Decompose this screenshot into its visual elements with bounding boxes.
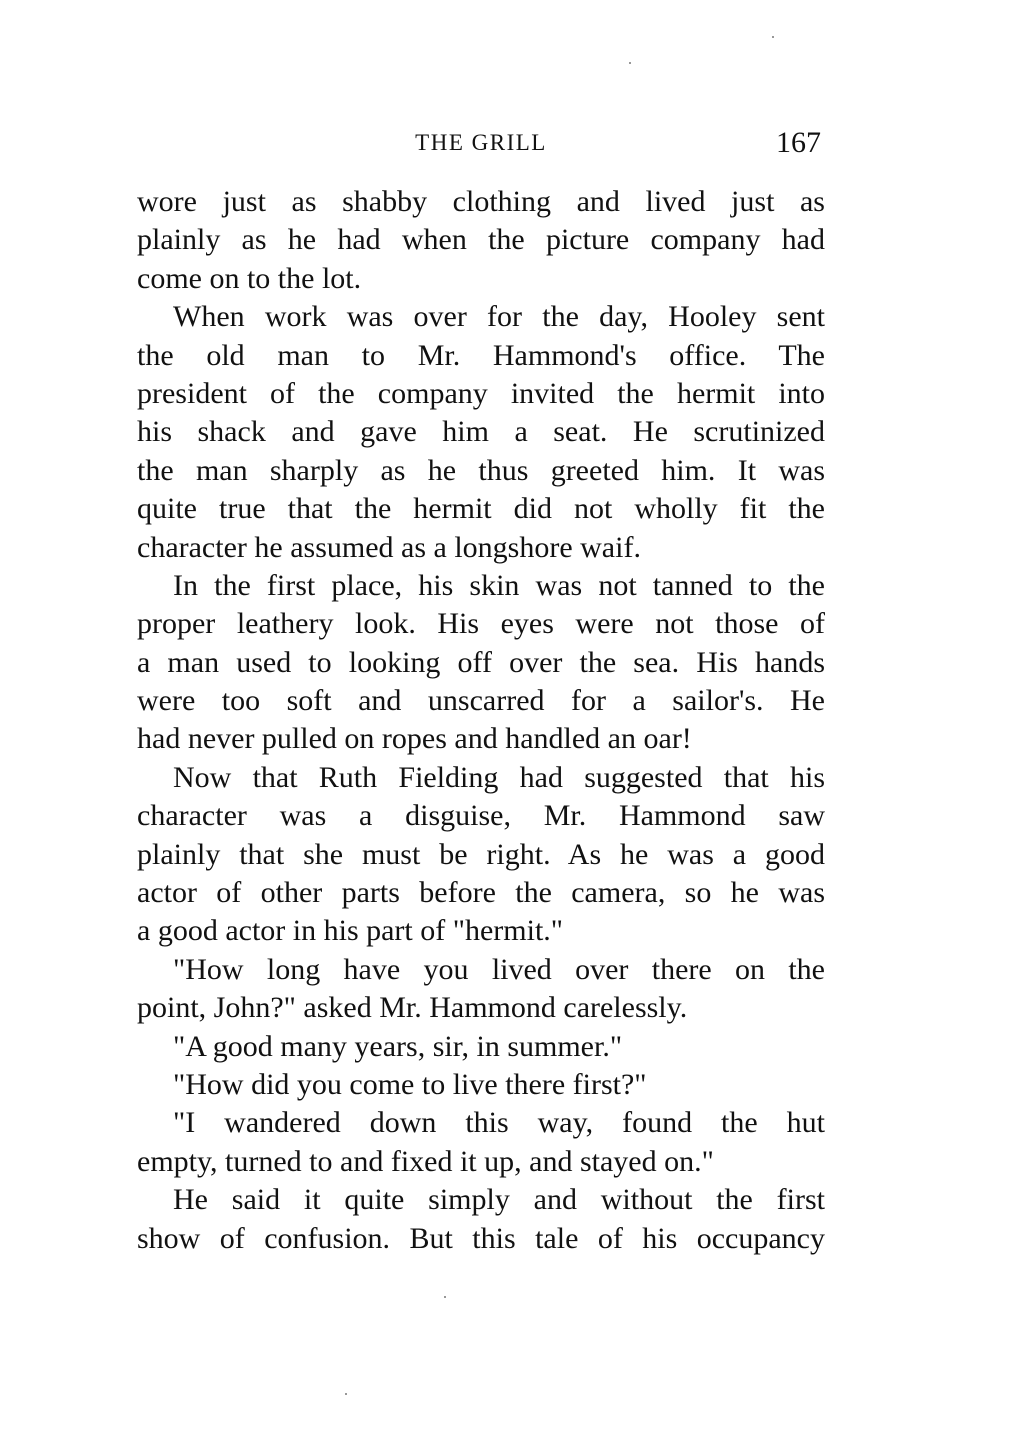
text-line: had never pulled on ropes and handled an oar! xyxy=(137,722,692,756)
text-line: character he assumed as a longshore waif. xyxy=(137,530,641,564)
text-line: actor of other parts before the camera, so he was xyxy=(137,876,825,910)
text-line: come on to the lot. xyxy=(137,261,362,295)
text-line: a man used to looking off over the sea. His hands xyxy=(137,645,825,679)
page-number: 167 xyxy=(776,126,821,159)
scan-speck xyxy=(444,1296,446,1298)
scan-speck xyxy=(629,62,631,64)
text-line: the old man to Mr. Hammond's office. The xyxy=(137,338,825,372)
text-line: quite true that the hermit did not wholly fit the xyxy=(137,492,825,526)
text-line: plainly as he had when the picture company had xyxy=(137,223,825,257)
scan-speck xyxy=(772,36,774,38)
text-line: When work was over for the day, Hooley sent xyxy=(173,300,825,334)
text-line: "How did you come to live there first?" xyxy=(173,1067,647,1101)
text-line: wore just as shabby clothing and lived just as xyxy=(137,185,825,218)
text-line: He said it quite simply and without the first xyxy=(173,1183,825,1217)
text-line: "I wandered down this way, found the hut xyxy=(173,1106,825,1140)
page-header xyxy=(137,126,825,166)
text-line: his shack and gave him a seat. He scrutinized xyxy=(137,415,825,449)
text-line: "How long have you lived over there on the xyxy=(173,952,825,986)
text-line: plainly that she must be right. As he was a good xyxy=(137,837,825,871)
text-line: "A good many years, sir, in summer." xyxy=(173,1029,623,1063)
text-line: proper leathery look. His eyes were not those of xyxy=(137,607,825,641)
text-line: empty, turned to and fixed it up, and stayed on." xyxy=(137,1144,714,1178)
text-line: a good actor in his part of "hermit." xyxy=(137,914,564,948)
scan-speck xyxy=(345,1393,347,1395)
text-line: character was a disguise, Mr. Hammond saw xyxy=(137,799,825,833)
text-line: were too soft and unscarred for a sailor's. He xyxy=(137,684,825,718)
text-line: Now that Ruth Fielding had suggested that his xyxy=(173,760,825,794)
text-line: point, John?" asked Mr. Hammond carelessly. xyxy=(137,991,688,1025)
text-line: show of confusion. But this tale of his occupancy xyxy=(137,1221,825,1255)
body-text xyxy=(137,183,825,1258)
text-line: president of the company invited the hermit into xyxy=(137,376,825,410)
text-line: In the first place, his skin was not tanned to the xyxy=(173,568,825,602)
text-line: the man sharply as he thus greeted him. It was xyxy=(137,453,825,487)
running-head: THE GRILL xyxy=(415,130,547,155)
